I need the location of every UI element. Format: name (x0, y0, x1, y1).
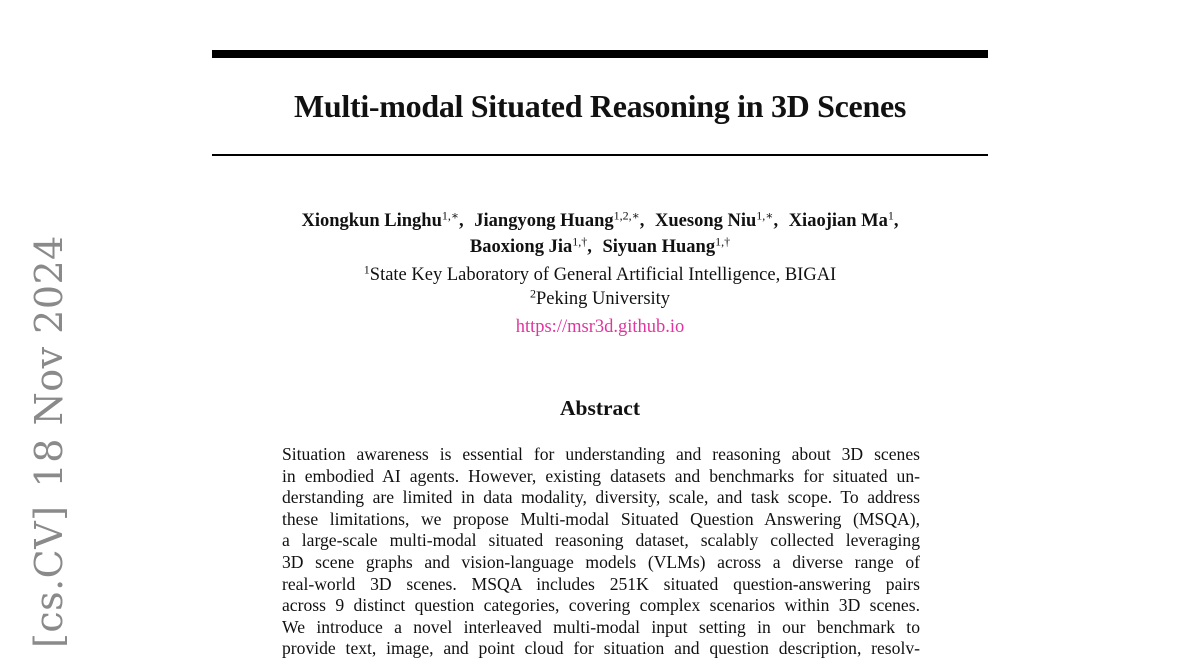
paper-title: Multi-modal Situated Reasoning in 3D Scenes (293, 88, 907, 124)
abstract-line: in embodied AI agents. However, existing datasets and benchmarks for situated un- (282, 465, 920, 486)
abstract-line: 3D scene graphs and vision-language models (VLMs) across a diverse range of (282, 551, 920, 572)
abstract-line: We introduce a novel interleaved multi-modal input setting in our benchmark to (282, 616, 920, 637)
author: Siyuan Huang$^{1,\dagger}$ (602, 234, 731, 257)
abstract-line: Situation awareness is essential for understanding and reasoning about 3D scenes (282, 444, 920, 464)
author-list (212, 208, 988, 260)
abstract-line: real-world 3D scenes. MSQA includes 251K situated question-answering pairs (282, 573, 920, 594)
author: Xiaojian Ma$^1$, (788, 208, 899, 231)
author: Baoxiong Jia$^{1,\dagger}$, (469, 234, 592, 257)
abstract-line: these limitations, we propose Multi-modal Situated Question Answering (MSQA), (282, 508, 920, 529)
affiliation: $^2$Peking University (529, 286, 671, 309)
author: Xiongkun Linghu$^{1,∗}$, (301, 208, 464, 231)
title-bottom-rule (212, 154, 988, 156)
abstract-line: across 9 distinct question categories, covering complex scenarios within 3D scenes. (282, 595, 920, 616)
abstract-heading: Abstract (559, 396, 640, 420)
title-top-rule (212, 50, 988, 58)
abstract-body (282, 444, 920, 660)
abstract-line: provide text, image, and point cloud for situation and question description, resolv- (282, 638, 920, 659)
author: Xuesong Niu$^{1,∗}$, (655, 208, 779, 231)
abstract-line: derstanding are limited in data modality, diversity, scale, and task scope. To address (282, 487, 920, 508)
arxiv-category: [cs.CV] (27, 505, 71, 648)
project-url-link[interactable]: https://msr3d.github.io (515, 317, 685, 337)
abstract-line: a large-scale multi-modal situated reasoning dataset, scalably collected leveraging (282, 530, 920, 551)
affiliation-list (212, 263, 988, 311)
arxiv-side-stamp (26, 235, 72, 648)
arxiv-date: 18 Nov 2024 (27, 235, 71, 488)
author: Jiangyong Huang$^{1,2,∗}$, (474, 208, 645, 231)
affiliation: $^1$State Key Laboratory of General Artificial Intelligence, BIGAI (363, 262, 837, 285)
